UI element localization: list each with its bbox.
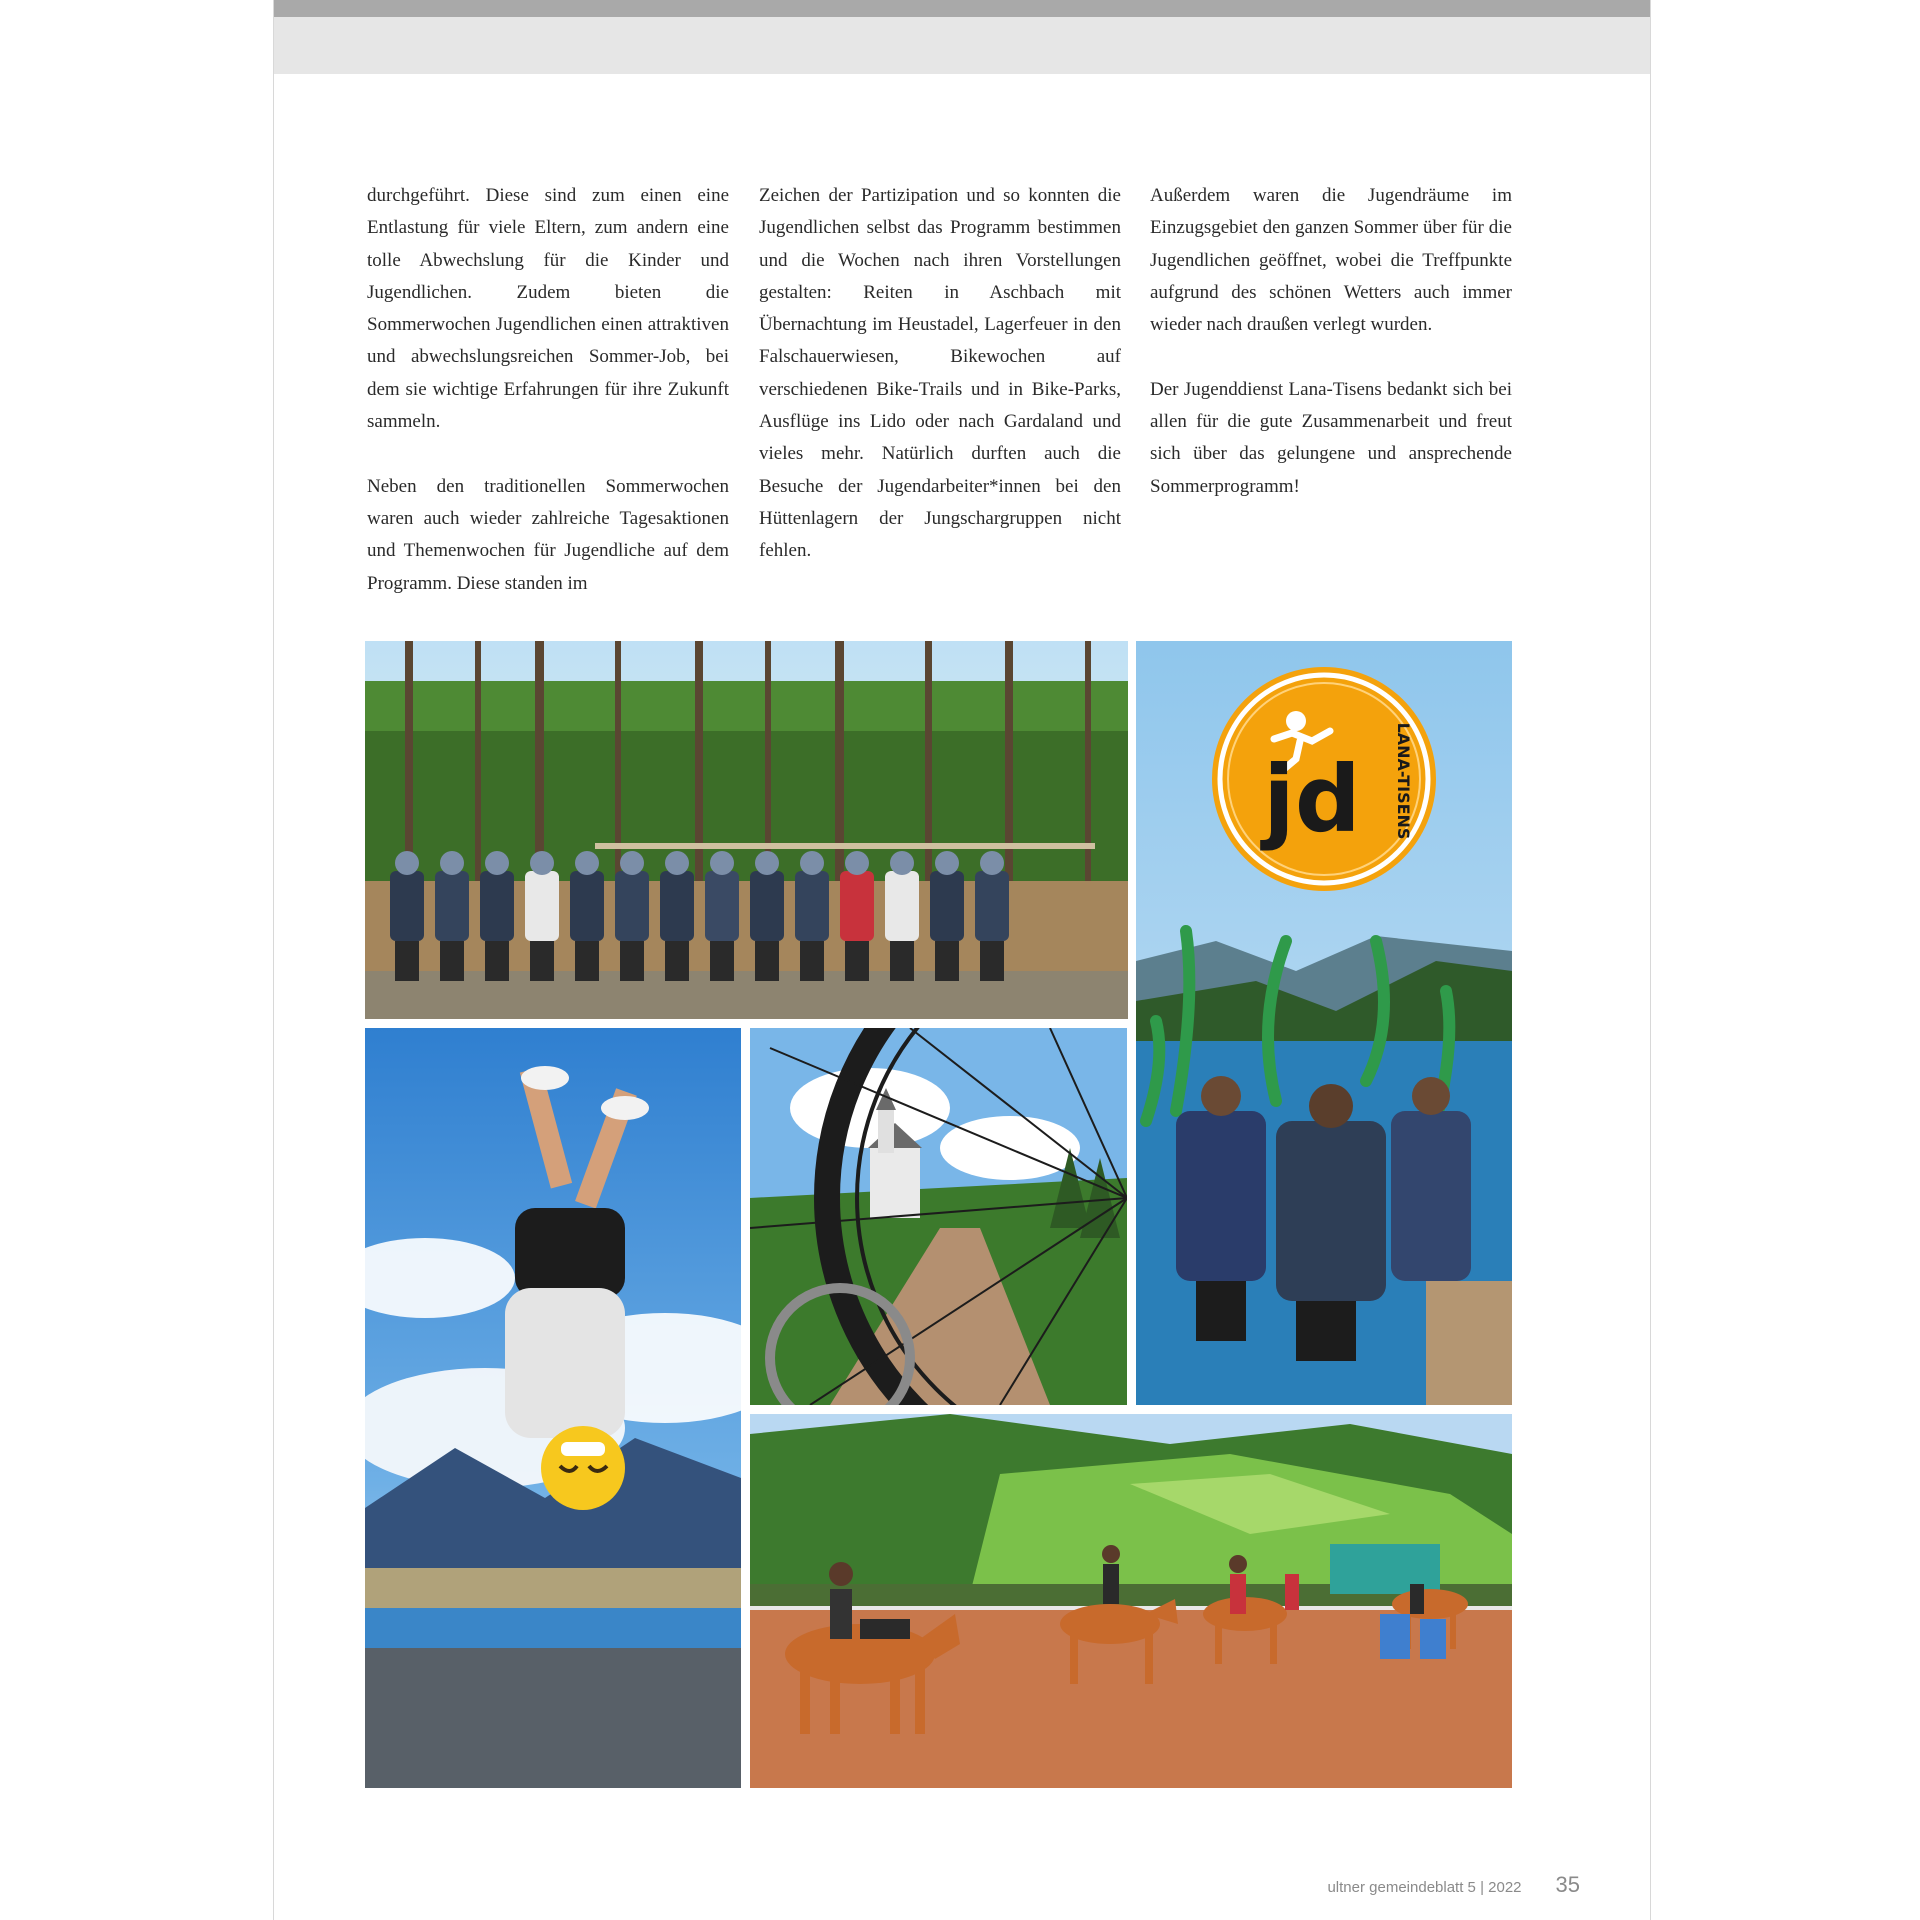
header-band [274,17,1650,74]
text-column-3 [1150,180,1512,535]
page-number: 35 [1555,1872,1580,1897]
jd-logo [1212,667,1436,891]
paragraph: durchgeführt. Diese sind zum einen eine Entlastung für viele Eltern, zum andern eine tolle Abwechslung für die Kinder und Jugendlichen. Zudem bieten die Sommerwochen Jugendlichen einen attraktiven und abwechslungsreichen Sommer-Job, bei dem sie wichtige Erfahrungen für ihre Zukunft sammeln. [367,185,729,433]
publication-name: ultner gemeindeblatt 5 | 2022 [1327,1879,1522,1896]
paragraph: Neben den traditionellen Sommerwochen waren auch wieder zahlreiche Tagesaktionen und Themenwochen für Jugendliche auf dem Programm. Diese standen im [367,475,729,594]
page-footer [1327,1872,1580,1898]
paragraph: Zeichen der Partizipation und so konnten die Jugendlichen selbst das Programm bestimmen und die Wochen nach ihren Vorstellungen gestalten: Reiten in Aschbach mit Übernachtung im Heustadel, Lagerfeuer in den Falschauerwiesen, Bikewochen auf verschiedenen Bike-Trails und in Bike-Parks, Ausflüge ins Lido oder nach Gardaland und vieles mehr. Natürlich durften auch die Besuche der Jugendarbeiter*innen bei den Hüttenlagern der Jungschargruppen nicht fehlen. [759,185,1121,562]
photo-lake-with-logo [1136,641,1512,1405]
text-column-2 [759,180,1121,600]
text-column-1 [367,180,729,632]
magazine-page [273,0,1651,1920]
header-bar [274,0,1650,17]
paragraph: Der Jugenddienst Lana-Tisens bedankt sich bei allen für die gute Zusammenarbeit und freut sich über das gelungene und ansprechende Sommerprogramm! [1150,378,1512,497]
paragraph: Außerdem waren die Jugendräume im Einzugsgebiet den ganzen Sommer über für die Jugendlichen geöffnet, wobei die Treffpunkte aufgrund des schönen Wetters auch immer wieder nach draußen verlegt wurden. [1150,185,1512,336]
photo-bike-wheel-chapel [750,1028,1127,1405]
svg-text:jd: jd [1263,746,1361,853]
photo-horse-riding [750,1414,1512,1788]
photo-ropes-course-group [365,641,1128,1019]
svg-text:LANA-TISENS: LANA-TISENS [1394,722,1413,840]
photo-trampoline-backflip [365,1028,741,1788]
